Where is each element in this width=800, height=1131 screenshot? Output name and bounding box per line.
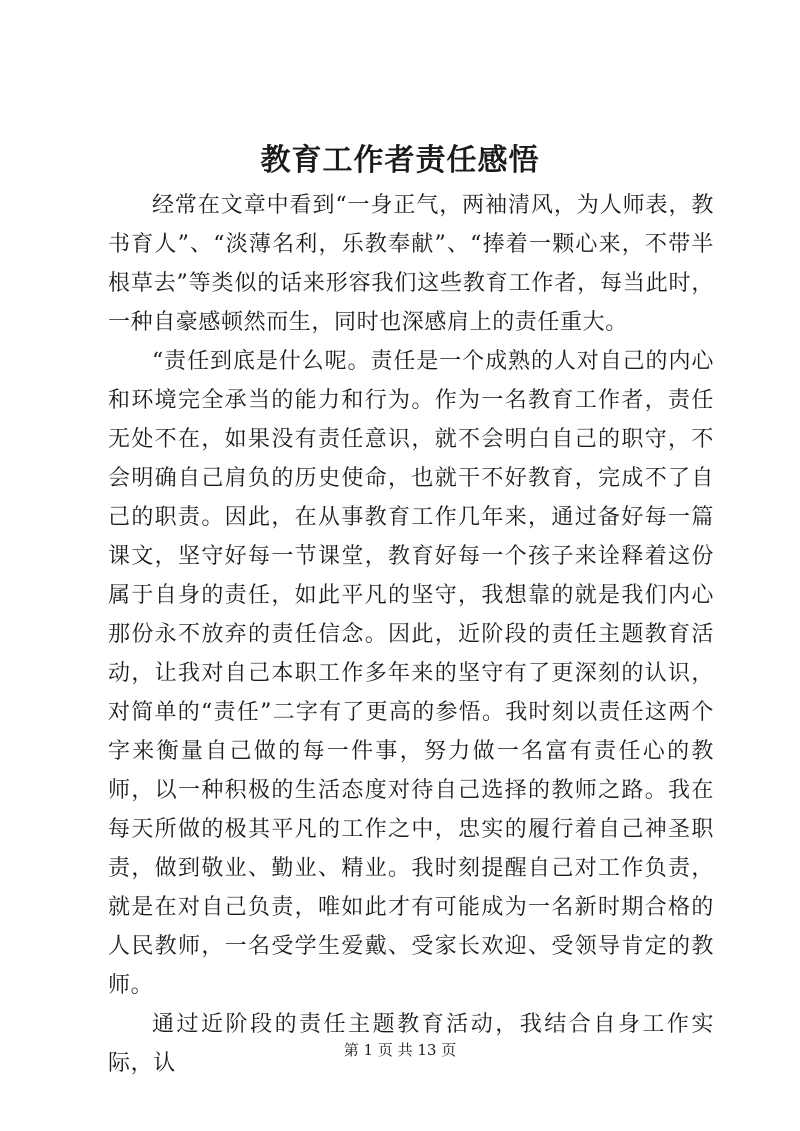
paragraph-1: 经常在文章中看到“一身正气，两袖清风，为人师表，教书育人”、“淡薄名利，乐教奉献”、“捧着一颗心来，不带半根草去”等类似的话来形容我们这些教育工作者，每当此时，一种自豪感顿然而生，同时也深感肩上的责任重大。 bbox=[108, 193, 714, 335]
paragraph-2: “责任到底是什么呢。责任是一个成熟的人对自己的内心和环境完全承当的能力和行为。作为一名教育工作者，责任无处不在，如果没有责任意识，就不会明白自己的职守，不会明确自己肩负的历史使命，也就干不好教育，完成不了自己的职责。因此，在从事教育工作几年来，通过备好每一篇课文，坚守好每一节课堂，教育好每一个孩子来诠释着这份属于自身的责任，如此平凡的坚守，我想靠的就是我们内心那份永不放弃的责任信念。因此，近阶段的责任主题教育活动，让我对自己本职工作多年来的坚守有了更深刻的认识，对简单的“责任”二字有了更高的参悟。我时刻以责任这两个字来衡量自己做的每一件事，努力做一名富有责任心的教师，以一种积极的生活态度对待自己选择的教师之路。我在每天所做的极其平凡的工作之中，忠实的履行着自己神圣职责，做到敬业、勤业、精业。我时刻提醒自己对工作负责，就是在对自己负责，唯如此才有可能成为一名新时期合格的人民教师，一名受学生爱戴、受家长欢迎、受领导肯定的教师。 bbox=[108, 349, 714, 998]
document-body bbox=[108, 186, 714, 1083]
document-title: 教育工作者责任感悟 bbox=[260, 143, 540, 178]
paragraph-3: 通过近阶段的责任主题教育活动，我结合自身工作实际，认 bbox=[108, 1012, 714, 1076]
page-number-footer: 第 1 页 共 13 页 bbox=[343, 1041, 457, 1059]
